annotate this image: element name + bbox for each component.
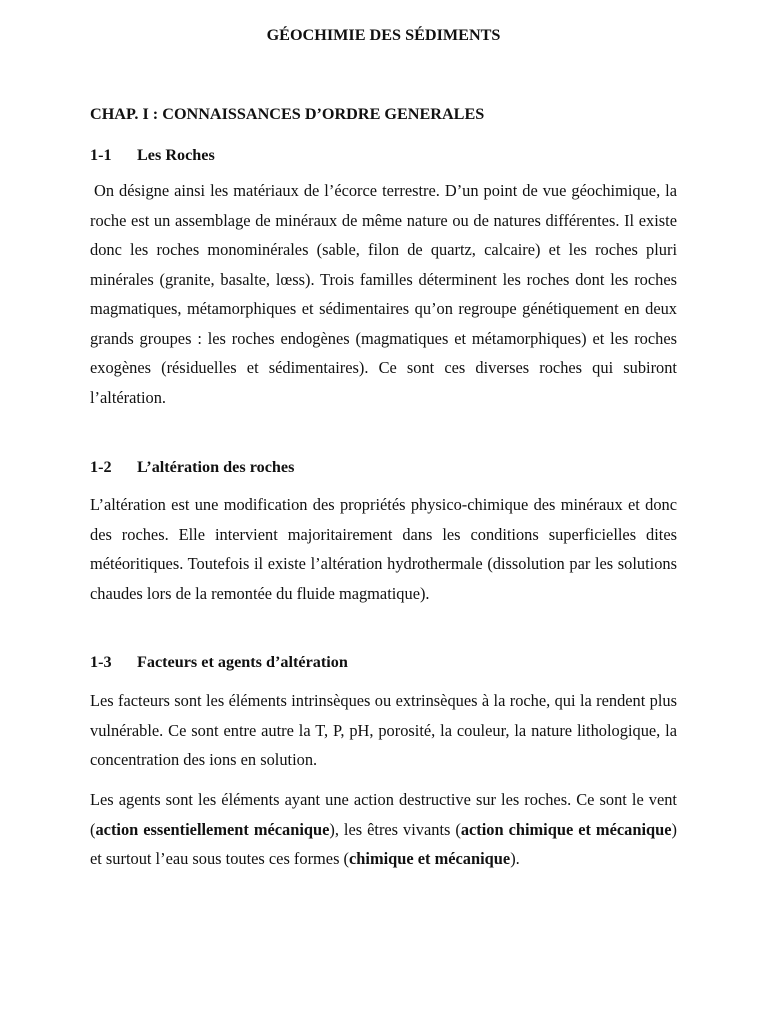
section-number: 1-3 <box>90 653 112 671</box>
document-page <box>90 0 677 1024</box>
section-heading-1-2 <box>90 457 294 477</box>
paragraph-les-roches: On désigne ainsi les matériaux de l’écorce terrestre. D’un point de vue géochimique, la roche est un assemblage de minéraux de même nature ou de natures différentes. Il existe donc les roches monominérales (sable, filon de quartz, calcaire) et les roches pluri minérales (granite, basalte, lœss). Trois familles déterminent les roches dont les roches magmatiques, métamorphiques et sédimentaires qu’on regroupe génétiquement en deux grands groupes : les roches endogènes (magmatiques et métamorphiques) et les roches exogènes (résiduelles et sédimentaires). Ce sont ces diverses roches qui subiront l’altération. <box>90 181 677 407</box>
section-number: 1-2 <box>90 458 112 476</box>
agents-text-3: ) et surtout l’eau sous toutes ces formes ( <box>90 819 677 868</box>
paragraph-alteration: L’altération est une modification des propriétés physico-chimique des minéraux et donc des roches. Elle intervient majoritairement dans les conditions superficielles dites météoritiques. Toutefois il existe l’altération hydrothermale (dissolution par les solutions chaudes lors de la remontée du fluide magmatique). <box>90 495 677 603</box>
section-title: Les Roches <box>137 146 215 164</box>
agents-bold-water: chimique et mécanique <box>349 849 511 868</box>
section-title: L’altération des roches <box>137 458 295 476</box>
paragraph-facteurs: Les facteurs sont les éléments intrinsèques ou extrinsèques à la roche, qui la rendent plus vulnérable. Ce sont entre autre la T, P, pH, porosité, la couleur, la nature lithologique, la concentration des ions en solution. <box>90 691 677 769</box>
section-heading-1-1 <box>90 145 215 165</box>
agents-text-1: Les agents sont les éléments ayant une action destructive sur les roches. Ce sont le vent ( <box>90 790 677 839</box>
agents-text-4: ). <box>510 849 520 868</box>
agents-bold-living: action chimique et mécanique <box>460 819 672 839</box>
section-number: 1-1 <box>90 146 112 164</box>
agents-bold-wind: action essentiellement mécanique <box>95 819 330 839</box>
paragraph-agents <box>90 785 677 874</box>
agents-text-2: ), les êtres vivants ( <box>329 819 461 839</box>
section-title: Facteurs et agents d’altération <box>137 653 348 671</box>
section-heading-1-3 <box>90 652 348 672</box>
document-title: GÉOCHIMIE DES SÉDIMENTS <box>266 26 501 44</box>
chapter-heading: CHAP. I : CONNAISSANCES D’ORDRE GENERALES <box>90 105 485 123</box>
